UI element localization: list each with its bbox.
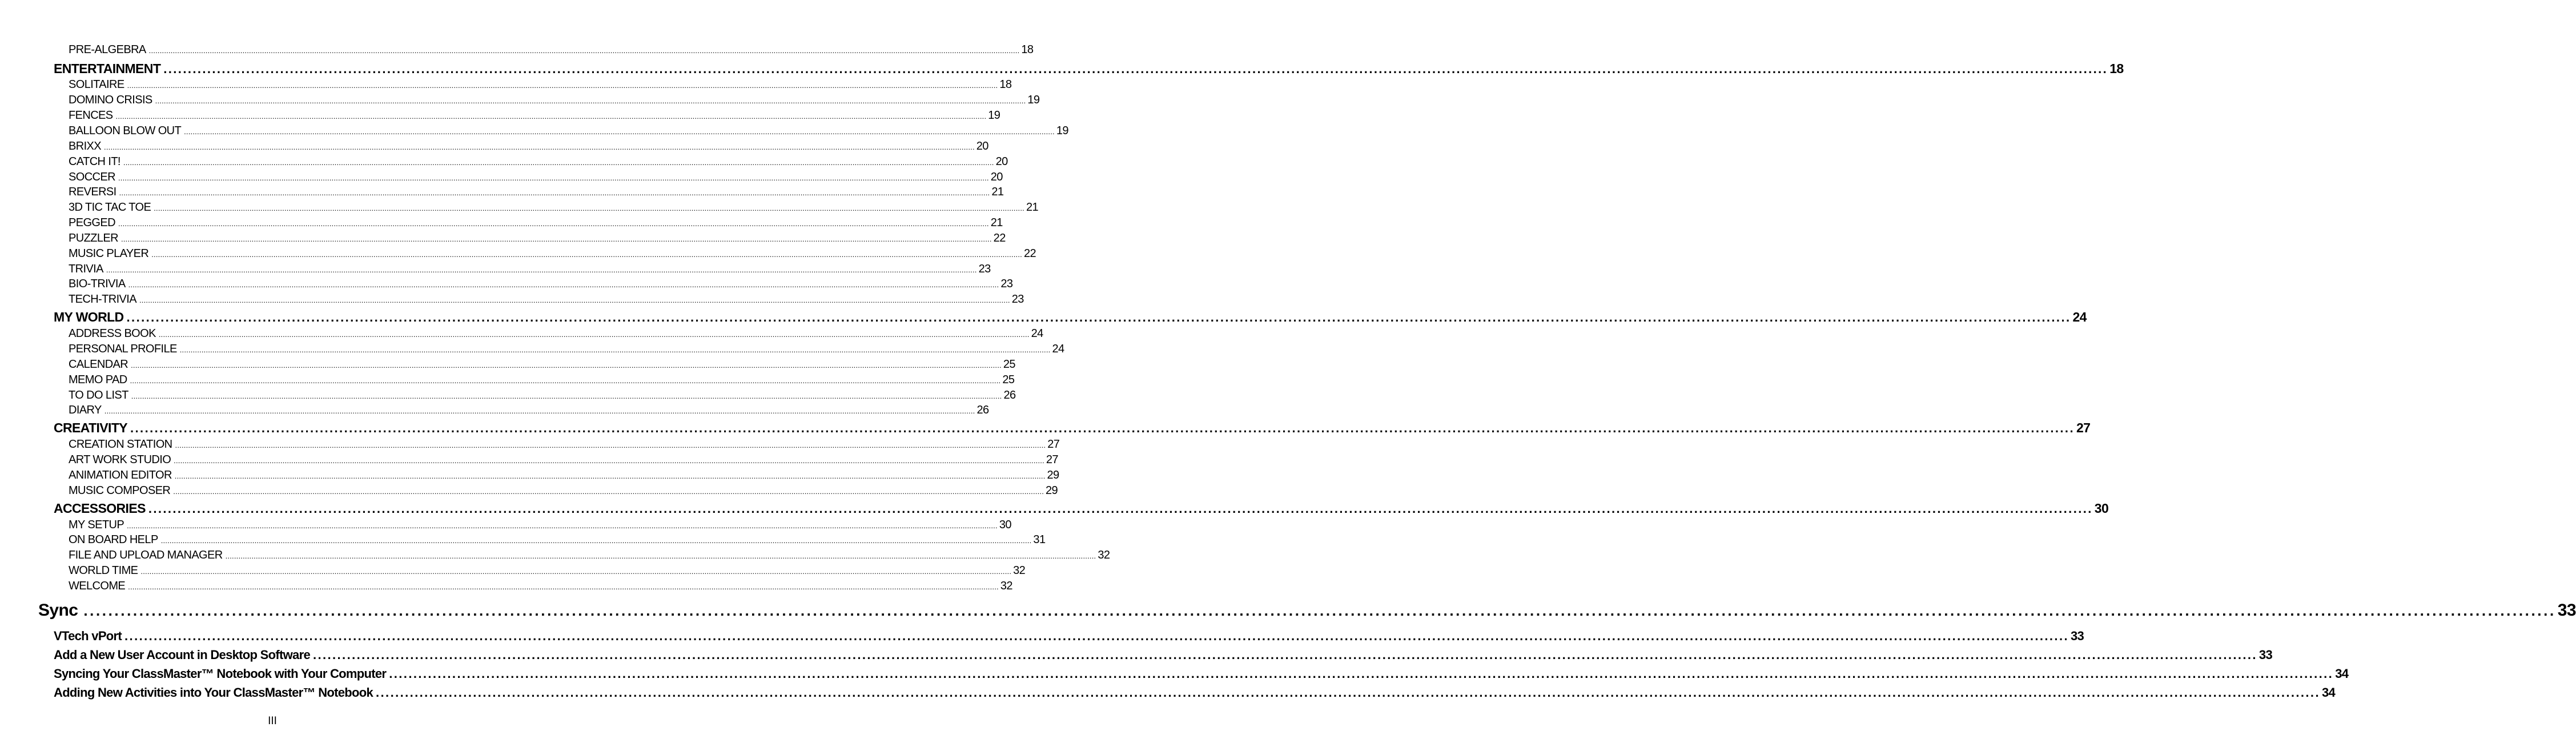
toc-subentry [69,125,1068,138]
toc-entry-title: ACCESSORIES [54,501,146,516]
dot-leader: ................................................................................................................................................................................................................................................................................................................................................................................................................ [376,685,2320,700]
toc-entry-title: SOLITAIRE [69,78,124,91]
toc-subentry [69,343,1064,356]
toc-entry-title: ART WORK STUDIO [69,453,171,466]
toc-entry-page: 27 [1046,453,1058,466]
toc-subentry [69,564,1026,577]
dot-leader: ................................................................................................................................................................................................................................................................................................................................................................................................................ [115,112,987,121]
toc-entry-page: 26 [1003,389,1016,401]
dot-leader: ................................................................................................................................................................................................................................................................................................................................................................................................................ [104,407,975,415]
toc-entry-title: MEMO PAD [69,374,127,386]
toc-entry-page: 24 [2072,310,2087,324]
dot-leader: ................................................................................................................................................................................................................................................................................................................................................................................................................ [123,158,994,167]
toc-subentry [69,140,988,153]
toc-entry-page: 33 [2070,629,2084,643]
toc-subentry [69,94,1040,107]
toc-entry-page: 21 [991,186,1004,198]
toc-subentry [69,389,1016,402]
toc-entry-page: 21 [1026,201,1039,214]
toc-entry-page: 34 [2335,666,2349,681]
toc-entry-page: 33 [2557,601,2576,620]
toc-entry-page: 20 [995,155,1008,168]
toc-subentry [69,374,1015,387]
toc-entry-title: CATCH IT! [69,155,120,168]
toc-entry [54,648,2272,662]
toc-section [38,601,2576,620]
toc-entry-title: Add a New User Account in Desktop Software [54,648,310,662]
dot-leader: ................................................................................................................................................................................................................................................................................................................................................................................................................ [179,346,1051,354]
toc-entry-page: 25 [1003,358,1015,371]
page-number: III [268,715,277,727]
toc-entry-page: 27 [1047,438,1060,451]
dot-leader: ................................................................................................................................................................................................................................................................................................................................................................................................................ [83,602,2556,619]
toc-entry-title: REVERSI [69,186,116,198]
toc-subentry [69,232,1006,245]
toc-entry-page: 31 [1033,533,1046,546]
dot-leader: ................................................................................................................................................................................................................................................................................................................................................................................................................ [127,521,998,530]
toc-entry-title: PERSONAL PROFILE [69,343,177,355]
dot-leader: ................................................................................................................................................................................................................................................................................................................................................................................................................ [130,376,1001,385]
dot-leader: ................................................................................................................................................................................................................................................................................................................................................................................................................ [119,188,990,197]
toc-entry-page: 22 [993,232,1006,244]
toc-entry-title: MUSIC COMPOSER [69,484,171,497]
toc-entry-page: 29 [1047,469,1059,481]
toc-entry-title: WELCOME [69,580,126,592]
dot-leader: ................................................................................................................................................................................................................................................................................................................................................................................................................ [139,296,1010,304]
toc-entry-page: 34 [2321,685,2336,700]
toc-entry-title: FILE AND UPLOAD MANAGER [69,549,223,561]
toc-entry-title: CREATIVITY [54,420,128,435]
toc-entry-page: 27 [2076,420,2091,435]
toc-entry-page: 18 [2109,61,2124,76]
toc-subentry [69,469,1059,482]
toc-entry-title: TECH-TRIVIA [69,293,136,306]
toc-entry-page: 19 [988,109,1000,122]
dot-leader: ................................................................................................................................................................................................................................................................................................................................................................................................................ [175,441,1046,449]
toc-entry-title: PUZZLER [69,232,118,244]
toc-entry-title: Adding New Activities into Your ClassMaster™ Notebook [54,685,373,700]
dot-leader: ................................................................................................................................................................................................................................................................................................................................................................................................................ [389,666,2334,681]
dot-leader: ................................................................................................................................................................................................................................................................................................................................................................................................................ [158,330,1030,339]
toc-entry-title: FENCES [69,109,113,122]
dot-leader: ................................................................................................................................................................................................................................................................................................................................................................................................................ [140,567,1012,576]
toc-entry-page: 30 [2094,501,2109,516]
toc-entry-title: SOCCER [69,171,115,183]
toc-entry [54,666,2349,681]
toc-subentry [69,580,1012,593]
dot-leader: ................................................................................................................................................................................................................................................................................................................................................................................................................ [154,204,1024,212]
toc-subentry [69,263,991,276]
dot-leader: ................................................................................................................................................................................................................................................................................................................................................................................................................ [312,648,2257,662]
dot-leader: ................................................................................................................................................................................................................................................................................................................................................................................................................ [128,583,999,591]
toc-subentry [69,327,1043,340]
toc-subentry [69,438,1060,451]
toc-entry-title: VTech vPort [54,629,122,643]
toc-entry-title: DOMINO CRISIS [69,94,152,106]
toc-entry-page: 26 [976,404,989,416]
toc-entry-page: 20 [990,171,1003,183]
dot-leader: ................................................................................................................................................................................................................................................................................................................................................................................................................ [160,536,1032,545]
dot-leader: ................................................................................................................................................................................................................................................................................................................................................................................................................ [126,310,2071,324]
toc-entry-title: ON BOARD HELP [69,533,158,546]
toc-entry-page: 32 [1000,580,1012,592]
dot-leader: ................................................................................................................................................................................................................................................................................................................................................................................................................ [127,81,998,90]
toc-entry-page: 23 [1011,293,1024,306]
dot-leader: ................................................................................................................................................................................................................................................................................................................................................................................................................ [118,174,989,182]
dot-leader: ................................................................................................................................................................................................................................................................................................................................................................................................................ [131,361,1002,370]
toc-entry-page: 18 [1021,43,1034,56]
toc-entry-title: TRIVIA [69,263,103,275]
toc-subentry [69,533,1046,547]
toc-entry-page: 30 [999,519,1011,531]
dot-leader: ................................................................................................................................................................................................................................................................................................................................................................................................................ [173,487,1044,496]
toc-entry-title: Syncing Your ClassMaster™ Notebook with Your Computer [54,666,387,681]
toc-subentry [69,155,1008,168]
toc-entry-title: DIARY [69,404,102,416]
toc-entry-page: 25 [1002,374,1015,386]
toc-entry-title: BIO-TRIVIA [69,278,126,290]
toc-entry-page: 20 [976,140,988,152]
toc-subentry [69,109,1000,122]
toc-subentry [69,453,1058,467]
toc-entry-title: CREATION STATION [69,438,172,451]
toc-entry-title: BRIXX [69,140,102,152]
toc-entry-title: ENTERTAINMENT [54,61,161,76]
toc-entry-page: 21 [990,216,1003,229]
toc-entry-title: MY WORLD [54,310,124,324]
toc-subentry [69,186,1004,199]
toc-subentry [69,484,1058,497]
toc-entry [54,685,2336,700]
toc-entry-title: MY SETUP [69,519,124,531]
dot-leader: ................................................................................................................................................................................................................................................................................................................................................................................................................ [184,127,1055,136]
toc-entry [54,629,2084,644]
toc-subentry [69,216,1003,230]
toc-entry-page: 18 [999,78,1012,91]
toc-entry-page: 19 [1056,125,1068,137]
dot-leader: ................................................................................................................................................................................................................................................................................................................................................................................................................ [174,456,1044,465]
toc-entry-page: 23 [978,263,991,275]
toc-entry-page: 33 [2258,648,2272,662]
toc-entry-page: 19 [1027,94,1040,106]
toc-subentry [69,549,1110,562]
toc-subentry [69,358,1015,371]
toc-entry-title: PRE-ALGEBRA [69,43,146,56]
toc-entry-title: ADDRESS BOOK [69,327,156,340]
toc-entry-page: 23 [1000,278,1013,290]
toc-entry-page: 24 [1031,327,1043,340]
toc-entry-page: 29 [1046,484,1058,497]
toc-subentry [69,278,1013,291]
dot-leader: ................................................................................................................................................................................................................................................................................................................................................................................................................ [225,552,1096,560]
toc-entry [54,310,2087,325]
toc-subentry [69,78,1012,91]
toc-entry-page: 32 [1013,564,1026,577]
dot-leader: ................................................................................................................................................................................................................................................................................................................................................................................................................ [174,472,1046,480]
toc-entry-title: ANIMATION EDITOR [69,469,172,481]
toc-entry-title: TO DO LIST [69,389,128,401]
dot-leader: ................................................................................................................................................................................................................................................................................................................................................................................................................ [128,280,999,289]
toc-subentry [69,201,1039,214]
toc-entry [54,420,2091,436]
dot-leader: ................................................................................................................................................................................................................................................................................................................................................................................................................ [148,46,1020,55]
toc-entry-page: 32 [1098,549,1110,561]
dot-leader: ................................................................................................................................................................................................................................................................................................................................................................................................................ [151,250,1022,259]
toc-entry-title: PEGGED [69,216,115,229]
dot-leader: ................................................................................................................................................................................................................................................................................................................................................................................................................ [106,266,977,274]
dot-leader: ................................................................................................................................................................................................................................................................................................................................................................................................................ [124,629,2069,643]
toc-entry-title: 3D TIC TAC TOE [69,201,151,214]
dot-leader: ................................................................................................................................................................................................................................................................................................................................................................................................................ [118,219,989,228]
toc-entry [54,61,2124,77]
toc-entry-page: 24 [1052,343,1064,355]
dot-leader: ................................................................................................................................................................................................................................................................................................................................................................................................................ [148,501,2093,516]
toc-entry-title: CALENDAR [69,358,128,371]
toc-entry-page: 22 [1023,247,1036,260]
toc-entry-title: BALLOON BLOW OUT [69,125,182,137]
dot-leader: ................................................................................................................................................................................................................................................................................................................................................................................................................ [131,392,1002,400]
dot-leader: ................................................................................................................................................................................................................................................................................................................................................................................................................ [104,143,975,151]
toc-subentry [69,247,1036,260]
toc-entry-title: MUSIC PLAYER [69,247,149,260]
dot-leader: ................................................................................................................................................................................................................................................................................................................................................................................................................ [120,235,992,243]
toc-subentry [69,404,989,417]
toc-subentry [69,293,1024,306]
toc-subentry [69,171,1003,184]
toc-subentry [69,519,1011,532]
toc-entry [54,501,2109,516]
dot-leader: ................................................................................................................................................................................................................................................................................................................................................................................................................ [155,97,1026,105]
toc-entry-title: WORLD TIME [69,564,138,577]
dot-leader: ................................................................................................................................................................................................................................................................................................................................................................................................................ [130,421,2075,435]
toc-entry-title: Sync [38,601,78,620]
toc-subentry [69,43,1034,57]
dot-leader: ................................................................................................................................................................................................................................................................................................................................................................................................................ [163,62,2108,76]
